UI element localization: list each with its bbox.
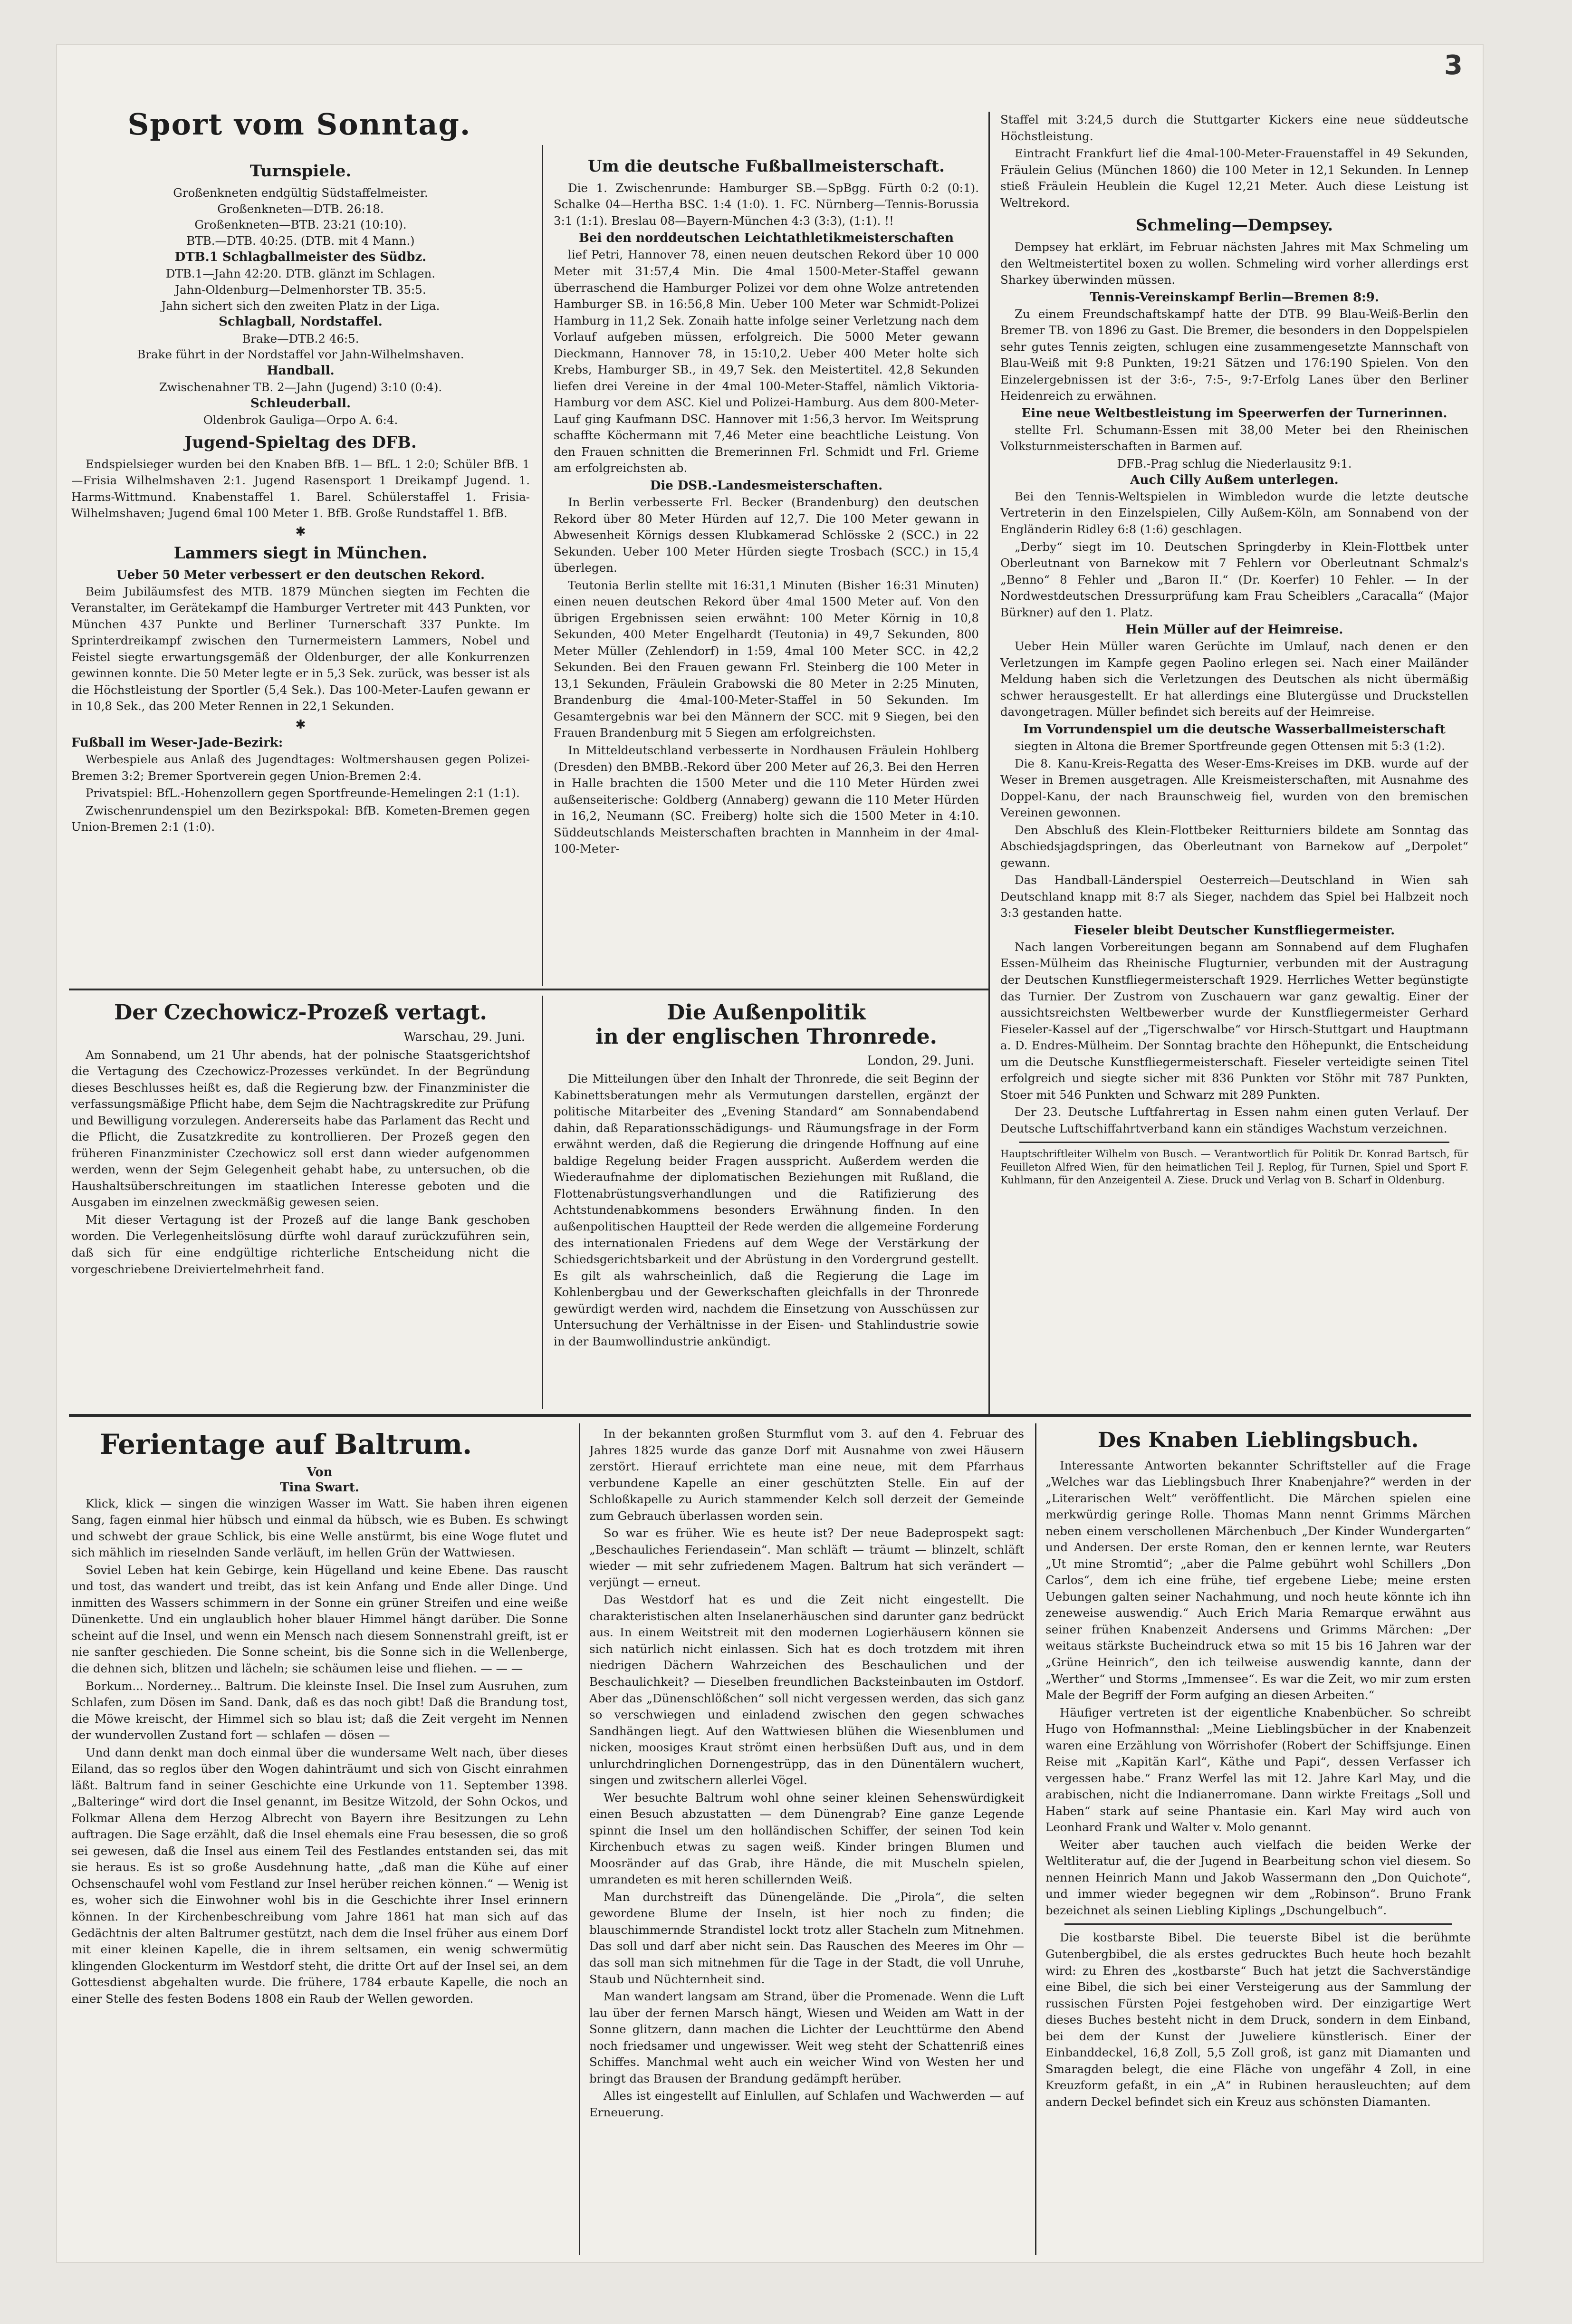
lammers-text: Beim Jubiläumsfest des MTB. 1879 München siegten im Fechten die Veranstalter, im Gerätekampf die Hamburger Vertreter mit 443 Punkten, vor München 437 Punkte und Berliner Turnerschaft 337 Punkte. Im Sprinterdreikampf zwischen den Turnermeistern Lammers, Nobel und Feistel siegte erwartungsgemäß der Oldenburger, der alle Konkurrenzen gewinnen konnte. Die 50 Meter legte er in 5,3 Sek. zurück, was besser ist als die Höchstleistung der Sportler (5,4 Sek.). Das 100-Meter-Laufen gewann er in 10,8 Sek., das 200 Meter Rennen in 22,1 Sekunden. [71, 584, 530, 713]
separator-line [1064, 1923, 1452, 1925]
dsb-heading: Die DSB.-Landesmeisterschaften. [650, 478, 883, 493]
separator-line [1019, 1142, 1449, 1143]
turnspiele-result: Großenkneten—DTB. 26:18. [217, 202, 384, 216]
section-rule-full [69, 1414, 1471, 1417]
aussenpolitik-heading-line1: Die Außenpolitik [667, 1000, 866, 1025]
turnspiele-heading: Turnspiele. [249, 162, 352, 181]
fussball-weser-heading: Fußball im Weser-Jade-Bezirk: [71, 736, 283, 750]
schmeling-heading: Schmeling—Dempsey. [1135, 216, 1333, 235]
fieseler-text: Nach langen Vorbereitungen begann am Sonnabend auf dem Flughafen Essen-Mülheim das Rheinische Flugturnier, verbunden mit der Austragung der Deutschen Kunstfliegermeisterschaft 1929. Herrliches Wetter begünstigte das Turnier. Der Zustrom von Zuschauern war ganz gewaltig. Einer der aussichtsreichsten Weltbewerber wurde der Kunstfliegermeister Gerhard Fieseler-Kassel auf der „Tigerschwalbe“ vor Hirsch-Stuttgart und Hauptmann a. D. Endres-Mülheim. Der Sonntag brachte den Höhepunkt, die Entscheidung um die Deutsche Kunstfliegermeisterschaft. Fieseler verteidigte seinen Titel erfolgreich und siegte sicher mit 836 Punkten vor Stöhr mit 787 Punkten, Stoer mit 546 Punkten und Schwarz mit 289 Punkten. [1000, 940, 1468, 1102]
column-rule [542, 145, 543, 986]
turnspiele-result: Zwischenahner TB. 2—Jahn (Jugend) 3:10 (0:4). [159, 380, 442, 394]
newspaper-page [57, 45, 1483, 2262]
jugend-text: Endspielsieger wurden bei den Knaben BfB. 1— BfL. 1 2:0; Schüler BfB. 1—Frisia Wilhelmshaven 2:1. Jugend Rasensport 1 Dreikampf Jugend. 1. Harms-Wittmund. Knabenstaffel 1. Barel. Schülerstaffel 1. Frisia-Wilhelmshaven; Jugend 6mal 100 Meter 1. BfB. Große Rundstaffel 1. BfB. [71, 457, 530, 520]
ferientage-paragraph: Alles ist eingestellt auf Einlullen, auf Schlafen und Wachwerden — auf Erneuerung. [589, 2089, 1024, 2119]
page-number: 3 [1444, 50, 1463, 81]
fussball-weser-line: Privatspiel: BfL.-Hohenzollern gegen Sportfreunde-Hemelingen 2:1 (1:1). [86, 786, 520, 800]
turnspiele-result: Jahn sichert sich den zweiten Platz in der Liga. [161, 298, 440, 313]
staffel-text: Staffel mit 3:24,5 durch die Stuttgarter Kickers eine neue süddeutsche Höchstleistung. [1000, 113, 1468, 143]
turnspiele-subhead: Handball. [267, 364, 335, 378]
mueller-heading: Hein Müller auf der Heimreise. [1125, 623, 1343, 637]
ferientage-paragraph: In der bekannten großen Sturmflut vom 3. auf den 4. Februar des Jahres 1825 wurde das ganze Dorf mit Ausnahme von zwei Häusern zerstört. Hierauf errichtete man eine neue, mit dem Pfarrhaus verbundene Kapelle an einer geschützten Stelle. Ein auf der Schloßkapelle zu Aurich stammender Kelch soll derzeit der Gemeinde zum Gebrauch überlassen worden sein. [589, 1427, 1024, 1523]
aussenpolitik-dateline: London, 29. Juni. [867, 1054, 974, 1068]
aussenpolitik-article [554, 998, 979, 1407]
tennis-heading: Tennis-Vereinskampf Berlin—Bremen 8:9. [1090, 290, 1379, 305]
fussballmeisterschaft-text: Die 1. Zwischenrunde: Hamburger SB.—SpBgg. Fürth 0:2 (0:1). Schalke 04—Hertha BSC. 1:4 (1:0). 1. FC. Nürnberg—Tennis-Borussia 3:1 (1:1). Breslau 08—Bayern-München 4:3 (3:3), (1:1). !! [554, 181, 979, 228]
lammers-subheading: Ueber 50 Meter verbessert er den deutschen Rekord. [116, 567, 485, 582]
fussball-weser-line: Werbespiele aus Anlaß des Jugendtages: Woltmershausen gegen Polizei-Bremen 3:2; Bremer Sportverein gegen Union-Bremen 2:4. [71, 752, 530, 783]
czechowicz-paragraph: Mit dieser Vertagung ist der Prozeß auf die lange Bank geschoben worden. Die Verlegenheitslösung dürfte wohl darauf zurückzuführen sein, daß sich für eine endgültige richterliche Entscheidung nicht die vorgeschriebene Dreiviertelmehrheit fand. [71, 1212, 530, 1276]
ferientage-paragraph: So war es früher. Wie es heute ist? Der neue Badeprospekt sagt: „Beschauliches Feriendasein“. Man schläft — träumt — blinzelt, schläft wieder — mit sehr zufriedenem Magen. Baltrum hat sich verändert — verjüngt — erneut. [589, 1526, 1024, 1589]
ferientage-continued [589, 1426, 1024, 2253]
turnspiele-subhead: Schlagball, Nordstaffel. [219, 315, 383, 329]
turnspiele-result: Brake führt in der Nordstaffel vor Jahn-Wilhelmshaven. [137, 347, 464, 362]
czechowicz-paragraph: Am Sonnabend, um 21 Uhr abends, hat der polnische Staatsgerichtshof die Vertagung des Czechowicz-Prozesses verkündet. In der Begründung dieses Beschlusses heißt es, daß die Regierung bzw. der Finanzminister die verfassungsmäßige Pflicht habe, dem Sejm die Nachtragskredite zur Prüfung und Bewilligung vorzulegen. Andererseits habe das Parlament das Recht und die Pflicht, die Zusatzkredite zu kontrollieren. Der Prozeß gegen den früheren Finanzminister Czechowicz soll erst dann wieder aufgenommen werden, wenn der Sejm Gelegenheit gehabt habe, zu untersuchen, ob die Haushaltsüberschreitungen im staatlichen Interesse geboten und die Ausgaben im einzelnen zweckmäßig gewesen seien. [71, 1047, 530, 1210]
jugend-heading: Jugend-Spieltag des DFB. [184, 432, 417, 452]
speer-text: stellte Frl. Schumann-Essen mit 38,00 Meter bei den Rheinischen Volksturnmeisterschaften in Barmen auf. [1000, 423, 1468, 453]
handball-text: Das Handball-Länderspiel Oesterreich—Deutschland in Wien sah Deutschland knapp mit 8:7 als Sieger, nachdem das Spiel bei Halbzeit noch 3:3 gestanden hatte. [1000, 873, 1468, 920]
lammers-heading: Lammers siegt in München. [173, 543, 428, 563]
ferientage-author: Tina Swart. [280, 1480, 359, 1495]
turnspiele-result: Jahn-Oldenburg—Delmenhorster TB. 35:5. [175, 282, 426, 297]
ferientage-heading: Ferientage auf Baltrum. [100, 1428, 472, 1460]
ferientage-paragraph: Klick, klick — singen die winzigen Wasser im Watt. Sie haben ihren eigenen Sang, fagen einmal hier hübsch und einmal da hübsch, wie es Buben. Es schwingt und schwebt der graue Schlick, bis eine Welle anstürmt, bis eine Woge flutet und sich mählich im rieselnden Sande verläuft, im hellen Grün der Wattwiesen. [71, 1496, 568, 1560]
column-rule [1035, 1423, 1036, 2255]
schmeling-text: Dempsey hat erklärt, im Februar nächsten Jahres mit Max Schmeling um den Weltmeistertitel boxen zu wollen. Schmeling wird vorher allerdings erst Sharkey überwinden müssen. [1000, 240, 1468, 287]
ferientage-paragraph: Und dann denkt man doch einmal über die wundersame Welt nach, über dieses Eiland, das so reglos über den Wogen dahinträumt und sich von Gischt einrahmen läßt. Baltrum fand in seiner Geschichte eine Urkunde von 11. September 1398. „Balteringe“ wird dort die Insel genannt, im Besitze Witzold, der Sohn Ockos, und Folkmar Allena dem Herzog Albrecht von Bayern ihre Besitzungen zu Lehn auftragen. Die Sage erzählt, daß die Insel ehemals eine Frau besessen, die so groß sei gewesen, daß die Insel aus einem Teil des Festlandes entstanden sei, das mit sie heraus. Es ist so große Ausdehnung hatte, „daß man die Kühe auf einer Ochsenschaufel wohl vom Festland zur Insel herüber reichen können.“ — Wenig ist es, woher sich die Einwohner wohl bis in die Geschichte ihrer Insel erinnern können. In der Kirchenbeschreibung vom Jahre 1861 hat man sich auf das Gedächtnis der alten Baltrumer gestützt, nach dem die Insel früher aus einem Dorf mit einer kleinen Kapelle, die in ihrem seltsamen, ein wenig schwermütig klingenden Glockenturm im Westdorf steht, die dritte Ort auf der Insel sei, an dem Gottesdienst abgehalten wurde. Die frühere, 1784 erbaute Kapelle, die noch an einer Stelle des festen Bodens 1808 ein Raub der Wellen geworden. [71, 1745, 568, 2006]
turnspiele-result: Oldenbrok Gauliga—Orpo A. 6:4. [203, 413, 398, 427]
kanu-text: Die 8. Kanu-Kreis-Regatta des Weser-Ems-Kreises im DKB. wurde auf der Weser in Bremen ausgetragen. Alle Kreismeisterschaften, mit Ausnahme des Doppel-Kanu, der nach Braunschweig fiel, wurden von den bremischen Vereinen gewonnen. [1000, 756, 1468, 820]
leichtathletik-heading: Bei den norddeutschen Leichtathletikmeisterschaften [579, 231, 954, 246]
ferientage-paragraph: Soviel Leben hat kein Gebirge, kein Hügelland und keine Ebene. Das rauscht und tost, das wandert und treibt, das ist kein Anfang und Ende aller Dinge. Und inmitten des Wassers schimmern in der Sonne ein grüner Streifen und eine weiße Dünenkette. Und ein unglaublich hoher blauer Himmel hängt darüber. Die Sonne scheint auf die Insel, und wenn ein Mensch nach diesem Sonnenstrahl greift, ist er nie sanfter geschieden. Die Sonne scheint, bis die Sonne sich in die Wellenberge, die dehnen sich, blitzen und lächeln; sie schäumen leise und fliehen. — — — [71, 1563, 568, 1675]
column-rule [579, 1423, 580, 2255]
sport-column-middle [554, 152, 979, 984]
turnspiele-subhead: DTB.1 Schlagballmeister des Südbz. [174, 250, 427, 264]
section-masthead: Sport vom Sonntag. [127, 107, 471, 142]
dsb-paragraph: Teutonia Berlin stellte mit 16:31,1 Minuten (Bisher 16:31 Minuten) einen neuen deutschen Rekord über 4mal 1500 Meter auf. Von den übrigen Ergebnissen seien erwähnt: 100 Meter Körnig in 10,8 Sekunden, 400 Meter Engelhardt (Teutonia) in 49,7 Sekunden, 800 Meter Müller (Zehlendorf) in 1:59, 4mal 100 Meter SCC. in 42,2 Sekunden. Bei den Frauen gewann Frl. Steinberg die 100 Meter in 13,1 Sekunden, Fräulein Grabowski die 80 Meter in 2:25 Minuten, Brandenburg die 4mal-100-Meter-Staffel in 50 Sekunden. Im Gesamtergebnis war bei den Männern der SCC. mit 9 Siegen, bei den Frauen Brandenburg mit 5 Siegen am erfolgreichsten. [554, 578, 979, 740]
derby-text: „Derby“ siegt im 10. Deutschen Springderby in Klein-Flottbek unter Oberleutnant von Barnekow mit 7 Fehlern vor Oberleutnant Schmalz's „Benno“ 8 Fehler und „Baron II.“ (Dr. Koerfer) 10 Fehler. — In der Nordwestdeutschen Dressurprüfung kam Frau Scheiblers „Caracalla“ (Major Bürkner) auf den 1. Platz. [1000, 539, 1468, 619]
tennis-text: Zu einem Freundschaftskampf hatte der DTB. 99 Blau-Weiß-Berlin den Bremer TB. von 1896 zu Gast. Die Bremer, die besonders in den Doppelspielen sehr gutes Tennis zeigten, schlugen eine zusammengesetzte Mannschaft von Blau-Weiß mit 9:8 Punkten, 19:21 Sätzen und 176:190 Spielen. Von den Einzelergebnissen ist der 3:6-, 7:5-, 9:7-Erfolg Lanes über den Berliner Heidenreich zu erwähnen. [1000, 307, 1468, 403]
impressum: Hauptschriftleiter Wilhelm von Busch. — Verantwortlich für Politik Dr. Konrad Bartsch, für Feuilleton Alfred Wien, für den heimatlichen Teil J. Replog, für Turnen, Spiel und Sport F. Kuhlmann, für den Anzeigenteil A. Ziese. Druck und Verlag von B. Scharf in Oldenburg. [1000, 1148, 1468, 1186]
turnspiele-result: Großenkneten—BTB. 23:21 (10:10). [194, 218, 407, 232]
ferientage-paragraph: Borkum... Norderney... Baltrum. Die kleinste Insel. Die Insel zum Ausruhen, zum Schlafen, zum Dösen im Sand. Dank, daß es das noch gibt! Daß die Brandung tost, die Möwe kreischt, der Himmel sich so blau ist; daß die Zeit vergeht im Nennen der wundervollen Zustand fort — schlafen — dösen — [71, 1679, 568, 1742]
sport-column-right [1000, 112, 1468, 1409]
aussem-heading: Auch Cilly Außem unterlegen. [1130, 472, 1339, 487]
wasserball-heading: Im Vorrundenspiel um die deutsche Wasserballmeisterschaft [1023, 722, 1446, 737]
eintracht-text: Eintracht Frankfurt lief die 4mal-100-Meter-Frauenstaffel in 49 Sekunden, Fräulein Gelius (München 1860) die 100 Meter in 12,1 Sekunden. In Lennep stieß Fräulein Heublein die Kugel 12,21 Meter. Auch diese Leistung ist Weltrekord. [1000, 146, 1468, 210]
speer-heading: Eine neue Weltbestleistung im Speerwerfen der Turnerinnen. [1021, 406, 1447, 421]
aussem-text: Bei den Tennis-Weltspielen in Wimbledon wurde die letzte deutsche Vertreterin in den Einzelspielen, Cilly Außem-Köln, am Sonnabend von der Engländerin Ridley 6:8 (1:6) geschlagen. [1000, 489, 1468, 536]
dsb-paragraph: In Berlin verbesserte Frl. Becker (Brandenburg) den deutschen Rekord über 80 Meter Hürden auf 12,7. Die 100 Meter gewann in Abwesenheit Körnigs dessen Klubkamerad Schlösske 2 (SCC.) in 22 Sekunden. Ueber 100 Meter Hürden siegte Trosbach (SCC.) in 15,4 überlegen. [554, 495, 979, 575]
knaben-article [1045, 1426, 1471, 2253]
knaben-paragraph: Interessante Antworten bekannter Schriftsteller auf die Frage „Welches war das Lieblingsbuch Ihrer Knabenjahre?“ werden in der „Literarischen Welt“ veröffentlicht. Die Märchen spielen eine merkwürdig geringe Rolle. Thomas Mann nennt Grimms Märchen neben einem verschollenen Märchenbuch „Der Kinder Wundergarten“ und Andersen. Der erste Roman, den er kennen lernte, war Reuters „Ut mine Stromtid“; „aber die Palme gebührt wohl Schillers „Don Carlos“, dem ich eine frühe, tief ergebene Liebe; meine ersten Uebungen galten seiner Nachahmung, und noch heute könnte ich ihn zeneweise auswendig.“ Auch Erich Maria Remarque erwähnt aus seiner frühen Knabenzeit Andersens und Grimms Märchen: „Der weitaus stärkste Bucheindruck etwa so mit 15 bis 16 Jahren war der „Grüne Heinrich“, den ich teilweise auswendig kannte, dann der „Werther“ und Storms „Immensee“. Es war die Zeit, wo mir zum ersten Male der Begriff der Form aufging an diesen Arbeiten.“ [1045, 1458, 1471, 1702]
turnspiele-result: DTB.1—Jahn 42:20. DTB. glänzt im Schlagen. [165, 267, 436, 281]
ferientage-paragraph: Man durchstreift das Dünengelände. Die „Pirola“, die selten gewordene Blume der Inseln, ist hier noch zu finden; die blauschimmernde Strandistel lockt trotz aller Stacheln zum Mitnehmen. Das soll und darf aber nicht sein. Das Rauschen des Meeres im Ohr — das soll man sich mitnehmen für die Tage in der Stadt, die voll Unruhe, Staub und Nüchternheit sind. [589, 1890, 1024, 1986]
fussball-weser-line: Zwischenrundenspiel um den Bezirkspokal: BfB. Kometen-Bremen gegen Union-Bremen 2:1 (1:0). [71, 803, 530, 834]
column-rule [542, 996, 543, 1409]
luftfahrertag-text: Der 23. Deutsche Luftfahrertag in Essen nahm einen guten Verlauf. Der Deutsche Luftschiffahrtverband kann ein ständiges Wachstum verzeichnen. [1000, 1105, 1468, 1135]
fieseler-heading: Fieseler bleibt Deutscher Kunstfliegermeister. [1074, 923, 1395, 938]
flottbek-text: Den Abschluß des Klein-Flottbeker Reitturniers bildete am Sonntag das Abschiedsjagdspringen, das Oberleutnant von Barnekow auf „Derpolet“ gewann. [1000, 823, 1468, 870]
knaben-paragraph: Häufiger vertreten ist der eigentliche Knabenbücher. So schreibt Hugo von Hofmannsthal: „Meine Lieblingsbücher in der Knabenzeit waren eine Erzählung von Wörrishofer (Robert der Schiffsjunge. Einen Reise mit „Kapitän Karl“, Käthe und Papi“, dessen Verfasser ich vergessen habe.“ Franz Werfel las mit 12. Jahre Karl May, und die arabischen, nicht die Indianerromane. Dann wirkte Freitags „Soll und Haben“ stark auf seine Phantasie ein. Karl May wird auch von Leonhard Frank und Walter v. Molo genannt. [1045, 1705, 1471, 1834]
ferientage-von: Von [307, 1465, 333, 1479]
czechowicz-heading: Der Czechowicz-Prozeß vertagt. [114, 1000, 487, 1025]
mueller-text: Ueber Hein Müller waren Gerüchte im Umlauf, nach denen er den Verletzungen im Kampfe gegen Paolino erlegen sei. Nach einer Mailänder Meldung haben sich die Verletzungen des Deutschen als nicht übermäßig schwer herausgestellt. Er hat allerdings eine Blutergüsse und Druckstellen davongetragen. Müller befindet sich bereits auf der Heimreise. [1000, 639, 1468, 719]
section-rule [69, 989, 988, 990]
aussenpolitik-text: Die Mitteilungen über den Inhalt der Thronrede, die seit Beginn der Kabinettsberatungen mehr als Vermutungen darstellen, ergänzt der politische Mitarbeiter des „Evening Standard“ am Sonnabendabend dahin, daß Reparationsschädigungs- und Räumungsfrage in der Form erwähnt werden, daß die Regierung die dringende Hoffnung auf eine baldige Regelung beider Fragen ausspricht. Außerdem werden die Wiederaufnahme der diplomatischen Beziehungen mit Rußland, die Flottenabrüstungsverhandlungen und die Ratifizierung des Achtstundenabkommens besonders Erwähnung finden. In den außenpolitischen Hauptteil der Rede werden die allgemeine Forderung des internationalen Friedens auf dem Wege der Verstärkung der Schiedsgerichtsbarkeit und der Abrüstung in den Vordergrund gestellt. Es gilt als wahrscheinlich, daß die Regierung die Lage im Kohlenbergbau und der Gewerkschaften gleichfalls in der Thronrede gewürdigt werden wird, nachdem die Einsetzung von Ausschüssen zur Untersuchung der Verhältnisse in der Eisen- und Stahlindustrie sowie in der Baumwollindustrie ankündigt. [554, 1072, 979, 1348]
ferientage-paragraph: Das Westdorf hat es und die Zeit nicht eingestellt. Die charakteristischen alten Inselanerhäuschen sind darunter ganz bedrückt aus. In einem Weitstreit mit den modernen Logierhäusern können sie sich natürlich nicht einlassen. Sich hat es doch trotzdem mit ihren niedrigen Dächern Wahrzeichen des Beschaulichen und der Beschaulichkeit? — Dieselben freundlichen Backsteinbauten im Ostdorf. Aber das „Dünenschlößchen“ soll nicht vergessen werden, das sich ganz so verschwiegen und einladend zwischen den gegen schwaches Sandhängen liegt. Auf den Wattwiesen blühen die Wiesenblumen und nicken, moosiges Kraut strömt einen herbsüßen Duft aus, und in dem unlurchdringlichen Dornengestrüpp, das in den Dünentälern wuchert, singen und zwitschern allerlei Vögel. [589, 1593, 1024, 1787]
turnspiele-subhead: Schleuderball. [250, 396, 351, 411]
fussballmeisterschaft-heading: Um die deutsche Fußballmeisterschaft. [588, 157, 945, 176]
ferientage-paragraph: Wer besuchte Baltrum wohl ohne seiner kleinen Sehenswürdigkeit einen Besuch abzustatten — dem Dünengrab? Eine ganze Legende spinnt die Insel um den holländischen Schiffer, der seinen Tod kein Kirchenbuch etwas zu sagen weiß. Kinder bringen Blumen und Moosränder auf das Grab, ihre Hände, die mit Muscheln spielen, umrandeten es mit heren schillernden Weiß. [589, 1790, 1024, 1887]
column-rule [988, 112, 990, 1414]
dfb-prag-line: DFB.-Prag schlug die Niederlausitz 9:1. [1117, 457, 1352, 471]
knaben-heading: Des Knaben Lieblingsbuch. [1097, 1428, 1419, 1452]
bibel-text: Die kostbarste Bibel. Die teuerste Bibel ist die berühmte Gutenbergbibel, die als erstes gedrucktes Buch heute hoch bezahlt wird: zu Ehren des „kostbarste“ Buch hat jetzt die Sachverständige eine Bibel, die sich bei einer Versteigerung aus der Sammlung der russischen Fürsten Pojei festgehoben wird. Der einzigartige Wert dieses Buches besteht nicht in dem Druck, sondern in dem Einband, bei dem der Kunst der Juweliere künstlerisch. Einer der Einbanddeckel, 16,8 Zoll, 5,5 Zoll groß, ist ganz mit Diamanten und Smaragden belegt, die eine Fläche von ungefähr 4 Zoll, in eine Kreuzform gefaßt, in ein „A“ in Rubinen herausleuchten; auf dem andern Deckel befindet sich ein Kreuz aus schönsten Diamanten. [1045, 1930, 1471, 2109]
knaben-paragraph: Weiter aber tauchen auch vielfach die beiden Werke der Weltliteratur auf, die der Jugend in Bearbeitung schon viel diesem. So nennen Heinrich Mann und Jakob Wassermann den „Don Quichote“, und immer wieder begegnen wir dem „Robinson“. Bruno Frank bezeichnet als seinen Liebling Kiplings „Dschungelbuch“. [1045, 1837, 1471, 1917]
asterisk-separator: ✱ [295, 718, 306, 732]
leichtathletik-text: lief Petri, Hannover 78, einen neuen deutschen Rekord über 10 000 Meter mit 31:57,4 Min. Die 4mal 1500-Meter-Staffel gewann überraschend die Hamburger Polizei vor dem ohne Wolze antretenden Hamburger SB. in 16:56,8 Min. Ueber 100 Meter war Schmidt-Polizei Hamburg in 11,2 Sek. Zonaih hatte infolge seiner Verletzung nach dem Vorlauf aufgeben müssen, erfolgreich. Die 5000 Meter gewann Dieckmann, Hannover 78, in 15:10,2. Ueber 400 Meter holte sich Krebs, Hamburger SB., in 49,7 Sek. den Meistertitel. 42,8 Sekunden liefen drei Vereine in der 4mal 100-Meter-Staffel, nämlich Viktoria-Hamburg vor dem ASC. Kiel und Polizei-Hamburg. Aus dem 800-Meter-Lauf ging Kaufmann DSC. Hannover mit 1:56,3 hervor. Im Weitsprung schaffte Köchermann mit 7,46 Meter eine beachtliche Leistung. Von den Frauen schnitten die Bremerinnen Frl. Schmidt und Frl. Grieme am erfolgreichsten ab. [554, 248, 979, 475]
asterisk-separator: ✱ [295, 524, 306, 539]
czechowicz-dateline: Warschau, 29. Juni. [403, 1029, 525, 1044]
ferientage-article [71, 1426, 568, 2253]
czechowicz-article [71, 998, 530, 1407]
dsb-paragraph: In Mitteldeutschland verbesserte in Nordhausen Fräulein Hohlberg (Dresden) den BMBB.-Rekord über 200 Meter auf 26,3. Bei den Herren in Halle brachten die 1500 Meter und die 110 Meter Hürden zwei außenseiterische: Goldberg (Annaberg) gewann die 110 Meter Hürden in 16,2, Neumann (SC. Freiberg) holte sich die 1500 Meter in 4:10. Süddeutschlands Meisterschaften brachten in Mannheim in der 4mal-100-Meter- [554, 743, 979, 856]
aussenpolitik-heading-line2: in der englischen Thronrede. [595, 1024, 937, 1049]
wasserball-text: siegten in Altona die Bremer Sportfreunde gegen Ottensen mit 5:3 (1:2). [1015, 739, 1445, 753]
turnspiele-result: Brake—DTB.2 46:5. [242, 331, 359, 346]
turnspiele-result: Großenkneten endgültig Südstaffelmeister. [173, 185, 428, 200]
turnspiele-result: BTB.—DTB. 40:25. (DTB. mit 4 Mann.) [186, 234, 415, 248]
sport-column-left [71, 157, 530, 984]
ferientage-paragraph: Man wandert langsam am Strand, über die Promenade. Wenn die Luft lau über der fernen Marsch hängt, Wiesen und Weiden am Watt in der Sonne glitzern, dann machen die Lichter der Leuchttürme den Abend noch friedsamer und ungewisser. Weit weg steht der Schattenriß eines Schiffes. Manchmal weht auch ein weicher Wind von Westen her und bringt das Brausen der Brandung gedämpft herüber. [589, 1989, 1024, 2085]
